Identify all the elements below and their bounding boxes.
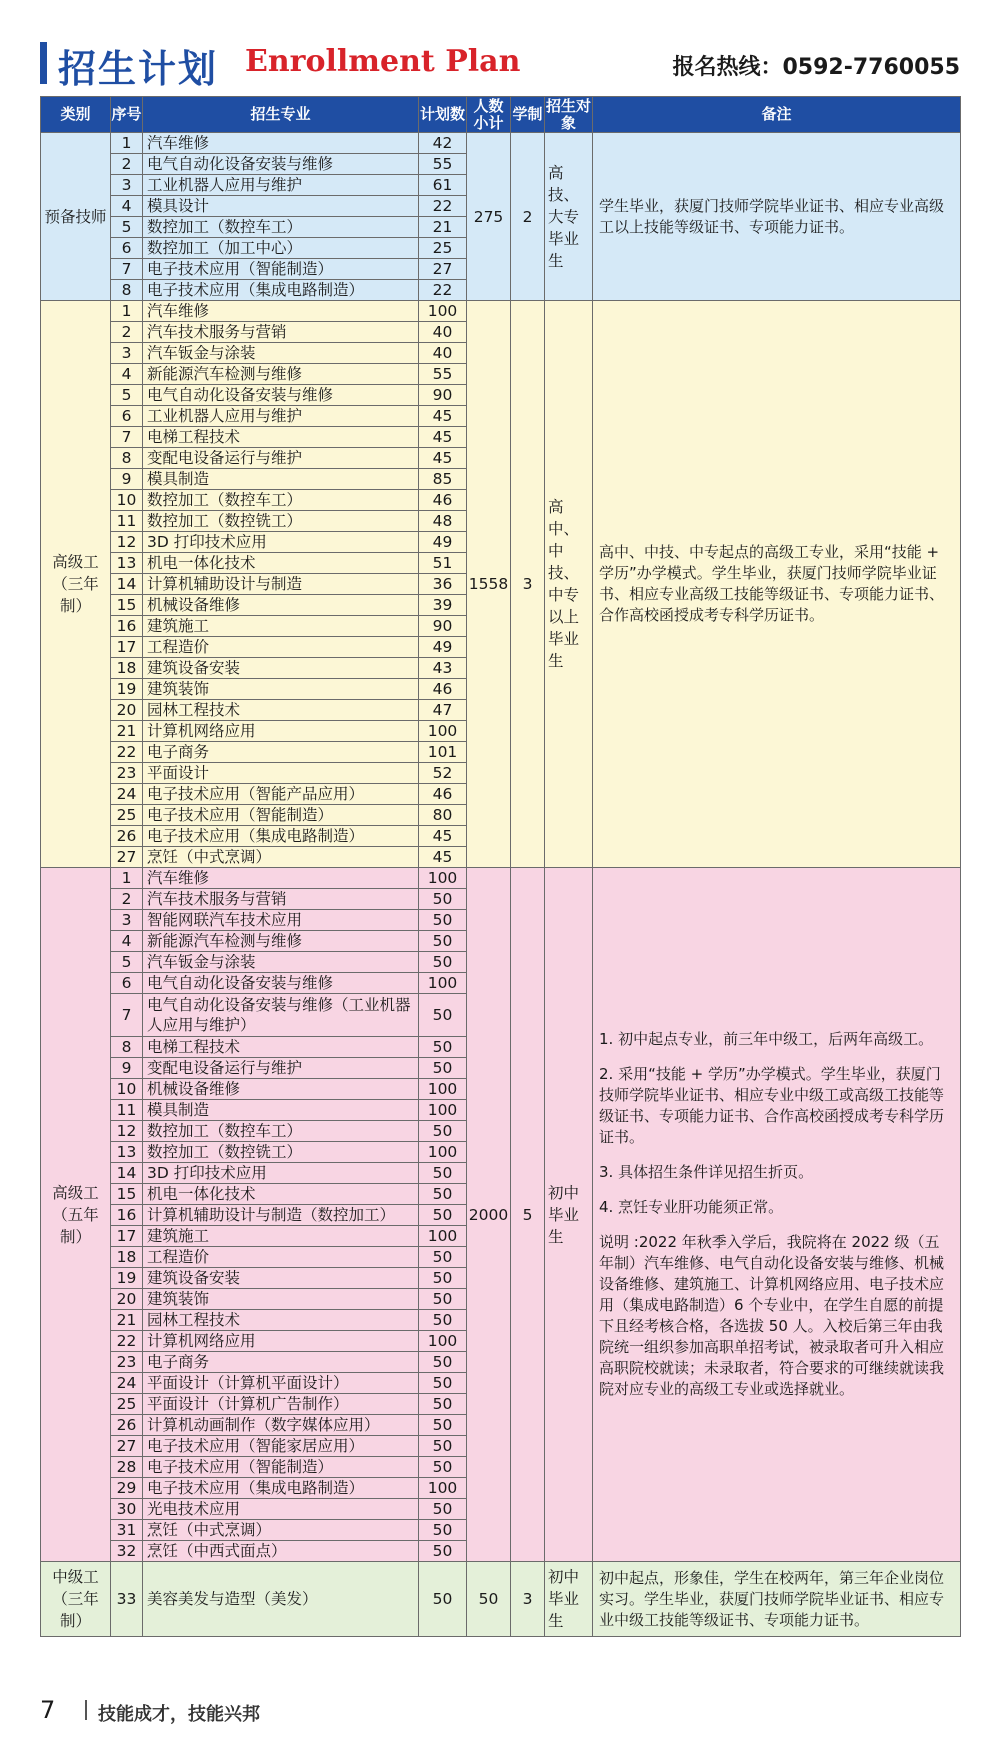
index-cell: 2 [111,154,143,175]
major-cell: 模具制造 [143,469,419,490]
planned-cell: 101 [419,742,467,763]
index-cell: 1 [111,301,143,322]
planned-cell: 39 [419,595,467,616]
table-row [41,301,961,322]
col-major: 招生专业 [143,97,419,133]
planned-cell: 50 [419,1310,467,1331]
major-cell: 电气自动化设备安装与维修 [143,154,419,175]
index-cell: 15 [111,1184,143,1205]
category-cell: 中级工（三年制） [41,1562,111,1637]
major-cell: 数控加工（数控铣工） [143,1142,419,1163]
planned-cell: 46 [419,490,467,511]
target-cell: 初中毕业生 [545,868,593,1562]
index-cell: 18 [111,658,143,679]
index-cell: 2 [111,889,143,910]
index-cell: 27 [111,1436,143,1457]
col-category: 类别 [41,97,111,133]
major-cell: 建筑设备安装 [143,658,419,679]
planned-cell: 100 [419,301,467,322]
major-cell: 平面设计（计算机广告制作） [143,1394,419,1415]
major-cell: 数控加工（数控车工） [143,490,419,511]
planned-cell: 21 [419,217,467,238]
planned-cell: 46 [419,679,467,700]
planned-cell: 52 [419,763,467,784]
major-cell: 计算机网络应用 [143,721,419,742]
index-cell: 6 [111,406,143,427]
planned-cell: 50 [419,1373,467,1394]
planned-cell: 48 [419,511,467,532]
major-cell: 电子商务 [143,742,419,763]
index-cell: 3 [111,343,143,364]
planned-cell: 100 [419,1331,467,1352]
enrollment-table [40,96,961,1637]
planned-cell: 50 [419,1394,467,1415]
note-paragraph: 高中、中技、中专起点的高级工专业，采用“技能 + 学历”办学模式。学生毕业，获厦门技师学院毕业证书、相应专业高级工技能等级证书、专项能力证书、合作高校函授成考专科学历证书。 [599,543,945,624]
major-cell: 机电一体化技术 [143,1184,419,1205]
years-cell: 3 [511,1562,545,1637]
category-cell: 高级工（五年制） [41,868,111,1562]
major-cell: 工程造价 [143,1247,419,1268]
planned-cell: 51 [419,553,467,574]
subtotal-cell: 275 [467,133,511,301]
index-cell: 25 [111,1394,143,1415]
col-planned: 计划数 [419,97,467,133]
target-cell: 高中、中技、中专以上毕业生 [545,301,593,868]
major-cell: 烹饪（中西式面点） [143,1541,419,1562]
major-cell: 电子技术应用（集成电路制造） [143,280,419,301]
major-cell: 数控加工（数控铣工） [143,511,419,532]
major-cell: 建筑装饰 [143,679,419,700]
index-cell: 8 [111,1037,143,1058]
index-cell: 12 [111,1121,143,1142]
index-cell: 24 [111,784,143,805]
target-cell: 高技、大专毕业生 [545,133,593,301]
major-cell: 计算机辅助设计与制造（数控加工） [143,1205,419,1226]
index-cell: 5 [111,217,143,238]
col-index: 序号 [111,97,143,133]
index-cell: 17 [111,1226,143,1247]
major-cell: 电子技术应用（智能制造） [143,805,419,826]
planned-cell: 80 [419,805,467,826]
major-cell: 新能源汽车检测与维修 [143,364,419,385]
major-cell: 电子技术应用（智能产品应用） [143,784,419,805]
index-cell: 3 [111,910,143,931]
major-cell: 数控加工（数控车工） [143,217,419,238]
table-row [41,133,961,154]
index-cell: 3 [111,175,143,196]
index-cell: 16 [111,1205,143,1226]
major-cell: 电子商务 [143,1352,419,1373]
planned-cell: 42 [419,133,467,154]
years-cell: 5 [511,868,545,1562]
index-cell: 13 [111,553,143,574]
note-paragraph: 3. 具体招生条件详见招生折页。 [599,1163,814,1181]
major-cell: 电梯工程技术 [143,427,419,448]
planned-cell: 50 [419,1121,467,1142]
planned-cell: 50 [419,931,467,952]
planned-cell: 50 [419,1163,467,1184]
major-cell: 汽车钣金与涂装 [143,952,419,973]
major-cell: 光电技术应用 [143,1499,419,1520]
index-cell: 6 [111,238,143,259]
index-cell: 4 [111,196,143,217]
major-cell: 汽车钣金与涂装 [143,343,419,364]
major-cell: 建筑设备安装 [143,1268,419,1289]
index-cell: 21 [111,1310,143,1331]
index-cell: 24 [111,1373,143,1394]
index-cell: 20 [111,1289,143,1310]
major-cell: 机械设备维修 [143,595,419,616]
index-cell: 15 [111,595,143,616]
major-cell: 建筑施工 [143,1226,419,1247]
major-cell: 电子技术应用（集成电路制造） [143,826,419,847]
page-title-cn: 招生计划 [58,47,219,91]
major-cell: 烹饪（中式烹调） [143,1520,419,1541]
index-cell: 11 [111,511,143,532]
major-cell: 电梯工程技术 [143,1037,419,1058]
col-note: 备注 [593,97,961,133]
index-cell: 11 [111,1100,143,1121]
planned-cell: 50 [419,1247,467,1268]
major-cell: 变配电设备运行与维护 [143,1058,419,1079]
subtotal-cell: 1558 [467,301,511,868]
index-cell: 7 [111,259,143,280]
major-cell: 计算机辅助设计与制造 [143,574,419,595]
major-cell: 机械设备维修 [143,1079,419,1100]
hotline: 报名热线：0592-7760055 [672,55,960,80]
major-cell: 汽车维修 [143,868,419,889]
planned-cell: 100 [419,721,467,742]
planned-cell: 50 [419,1268,467,1289]
planned-cell: 50 [419,1520,467,1541]
major-cell: 工程造价 [143,637,419,658]
major-cell: 电子技术应用（智能家居应用） [143,1436,419,1457]
index-cell: 25 [111,805,143,826]
note-cell [593,1562,961,1637]
index-cell: 5 [111,952,143,973]
note-paragraph: 学生毕业，获厦门技师学院毕业证书、相应专业高级工以上技能等级证书、专项能力证书。 [599,196,945,236]
planned-cell: 100 [419,973,467,994]
planned-cell: 45 [419,406,467,427]
index-cell: 22 [111,1331,143,1352]
planned-cell: 100 [419,1142,467,1163]
footer-divider [85,1700,87,1720]
planned-cell: 47 [419,700,467,721]
page-header [40,38,960,90]
planned-cell: 50 [419,889,467,910]
index-cell: 26 [111,826,143,847]
note-cell [593,868,961,1562]
index-cell: 4 [111,931,143,952]
table-header-row [41,97,961,133]
page-number: 7 [40,1696,56,1724]
planned-cell: 22 [419,280,467,301]
major-cell: 汽车维修 [143,133,419,154]
index-cell: 1 [111,868,143,889]
index-cell: 7 [111,427,143,448]
index-cell: 21 [111,721,143,742]
planned-cell: 50 [419,1562,467,1637]
major-cell: 智能网联汽车技术应用 [143,910,419,931]
target-cell: 初中毕业生 [545,1562,593,1637]
major-cell: 电子技术应用（智能制造） [143,259,419,280]
index-cell: 14 [111,574,143,595]
note-paragraph: 4. 烹饪专业肝功能须正常。 [599,1198,784,1216]
planned-cell: 100 [419,1226,467,1247]
major-cell: 模具制造 [143,1100,419,1121]
major-cell: 园林工程技术 [143,700,419,721]
major-cell: 平面设计（计算机平面设计） [143,1373,419,1394]
planned-cell: 61 [419,175,467,196]
major-cell: 3D 打印技术应用 [143,532,419,553]
index-cell: 12 [111,532,143,553]
major-cell: 模具设计 [143,196,419,217]
major-cell: 电子技术应用（集成电路制造） [143,1478,419,1499]
index-cell: 18 [111,1247,143,1268]
major-cell: 平面设计 [143,763,419,784]
index-cell: 5 [111,385,143,406]
major-cell: 计算机动画制作（数字媒体应用） [143,1415,419,1436]
major-cell: 建筑装饰 [143,1289,419,1310]
index-cell: 4 [111,364,143,385]
note-cell [593,133,961,301]
planned-cell: 49 [419,532,467,553]
index-cell: 6 [111,973,143,994]
planned-cell: 50 [419,1436,467,1457]
planned-cell: 50 [419,1184,467,1205]
planned-cell: 50 [419,910,467,931]
planned-cell: 50 [419,1499,467,1520]
index-cell: 7 [111,994,143,1037]
major-cell: 烹饪（中式烹调） [143,847,419,868]
planned-cell: 40 [419,343,467,364]
table-row [41,1562,961,1637]
index-cell: 9 [111,1058,143,1079]
col-subtotal: 人数小计 [467,97,511,133]
index-cell: 19 [111,1268,143,1289]
major-cell: 电子技术应用（智能制造） [143,1457,419,1478]
planned-cell: 55 [419,364,467,385]
index-cell: 16 [111,616,143,637]
planned-cell: 50 [419,1352,467,1373]
index-cell: 19 [111,679,143,700]
planned-cell: 50 [419,1457,467,1478]
planned-cell: 45 [419,448,467,469]
index-cell: 2 [111,322,143,343]
category-cell: 预备技师 [41,133,111,301]
planned-cell: 45 [419,427,467,448]
index-cell: 13 [111,1142,143,1163]
planned-cell: 90 [419,616,467,637]
index-cell: 26 [111,1415,143,1436]
major-cell: 变配电设备运行与维护 [143,448,419,469]
index-cell: 27 [111,847,143,868]
planned-cell: 45 [419,847,467,868]
planned-cell: 40 [419,322,467,343]
index-cell: 23 [111,763,143,784]
index-cell: 10 [111,1079,143,1100]
col-years: 学制 [511,97,545,133]
index-cell: 17 [111,637,143,658]
note-cell [593,301,961,868]
planned-cell: 50 [419,1415,467,1436]
planned-cell: 50 [419,1058,467,1079]
planned-cell: 90 [419,385,467,406]
planned-cell: 100 [419,1079,467,1100]
index-cell: 10 [111,490,143,511]
index-cell: 28 [111,1457,143,1478]
major-cell: 汽车技术服务与营销 [143,889,419,910]
planned-cell: 45 [419,826,467,847]
index-cell: 23 [111,1352,143,1373]
index-cell: 8 [111,448,143,469]
planned-cell: 50 [419,994,467,1037]
planned-cell: 49 [419,637,467,658]
planned-cell: 50 [419,1205,467,1226]
table-body [41,133,961,1637]
category-cell: 高级工（三年制） [41,301,111,868]
planned-cell: 50 [419,1289,467,1310]
planned-cell: 50 [419,952,467,973]
table-row [41,868,961,889]
title-accent-bar [40,42,47,84]
index-cell: 14 [111,1163,143,1184]
index-cell: 32 [111,1541,143,1562]
major-cell: 汽车维修 [143,301,419,322]
index-cell: 20 [111,700,143,721]
planned-cell: 22 [419,196,467,217]
years-cell: 3 [511,301,545,868]
planned-cell: 100 [419,868,467,889]
major-cell: 数控加工（加工中心） [143,238,419,259]
major-cell: 园林工程技术 [143,1310,419,1331]
index-cell: 9 [111,469,143,490]
note-paragraph: 1. 初中起点专业，前三年中级工，后两年高级工。 [599,1030,934,1048]
major-cell: 建筑施工 [143,616,419,637]
index-cell: 22 [111,742,143,763]
major-cell: 汽车技术服务与营销 [143,322,419,343]
planned-cell: 85 [419,469,467,490]
planned-cell: 100 [419,1478,467,1499]
planned-cell: 100 [419,1100,467,1121]
footer-slogan: 技能成才，技能兴邦 [98,1704,260,1725]
index-cell: 33 [111,1562,143,1637]
major-cell: 美容美发与造型（美发） [143,1562,419,1637]
subtotal-cell: 50 [467,1562,511,1637]
years-cell: 2 [511,133,545,301]
major-cell: 工业机器人应用与维护 [143,406,419,427]
subtotal-cell: 2000 [467,868,511,1562]
note-paragraph: 2. 采用“技能 + 学历”办学模式。学生毕业，获厦门技师学院毕业证书、相应专业中级工或高级工技能等级证书、专项能力证书、合作高校函授成考专科学历证书。 [599,1065,945,1146]
planned-cell: 46 [419,784,467,805]
note-paragraph: 说明 :2022 年秋季入学后，我院将在 2022 级（五年制）汽车维修、电气自动化设备安装与维修、机械设备维修、建筑施工、计算机网络应用、电子技术应用（集成电路制造）6 个专业中，在学生自愿的前提下且经考核合格，各选拔 50 人。入校后第三年由我院统一组织参加高职单招考试，被录取者可升入相应高职院校就读；未录取者，符合要求的可继续就读我院对应专业的高级工专业或选择就业。 [599,1233,945,1398]
index-cell: 29 [111,1478,143,1499]
planned-cell: 36 [419,574,467,595]
major-cell: 电气自动化设备安装与维修（工业机器人应用与维护） [143,994,419,1037]
major-cell: 电气自动化设备安装与维修 [143,973,419,994]
major-cell: 电气自动化设备安装与维修 [143,385,419,406]
major-cell: 3D 打印技术应用 [143,1163,419,1184]
major-cell: 计算机网络应用 [143,1331,419,1352]
planned-cell: 55 [419,154,467,175]
index-cell: 30 [111,1499,143,1520]
index-cell: 1 [111,133,143,154]
major-cell: 机电一体化技术 [143,553,419,574]
planned-cell: 50 [419,1037,467,1058]
planned-cell: 27 [419,259,467,280]
major-cell: 工业机器人应用与维护 [143,175,419,196]
major-cell: 新能源汽车检测与维修 [143,931,419,952]
index-cell: 31 [111,1520,143,1541]
col-target: 招生对象 [545,96,591,132]
planned-cell: 25 [419,238,467,259]
planned-cell: 50 [419,1541,467,1562]
page-title-en: Enrollment Plan [245,44,521,79]
note-paragraph: 初中起点，形象佳，学生在校两年，第三年企业岗位实习。学生毕业，获厦门技师学院毕业证书、相应专业中级工技能等级证书、专项能力证书。 [599,1568,945,1629]
index-cell: 8 [111,280,143,301]
major-cell: 数控加工（数控车工） [143,1121,419,1142]
planned-cell: 43 [419,658,467,679]
